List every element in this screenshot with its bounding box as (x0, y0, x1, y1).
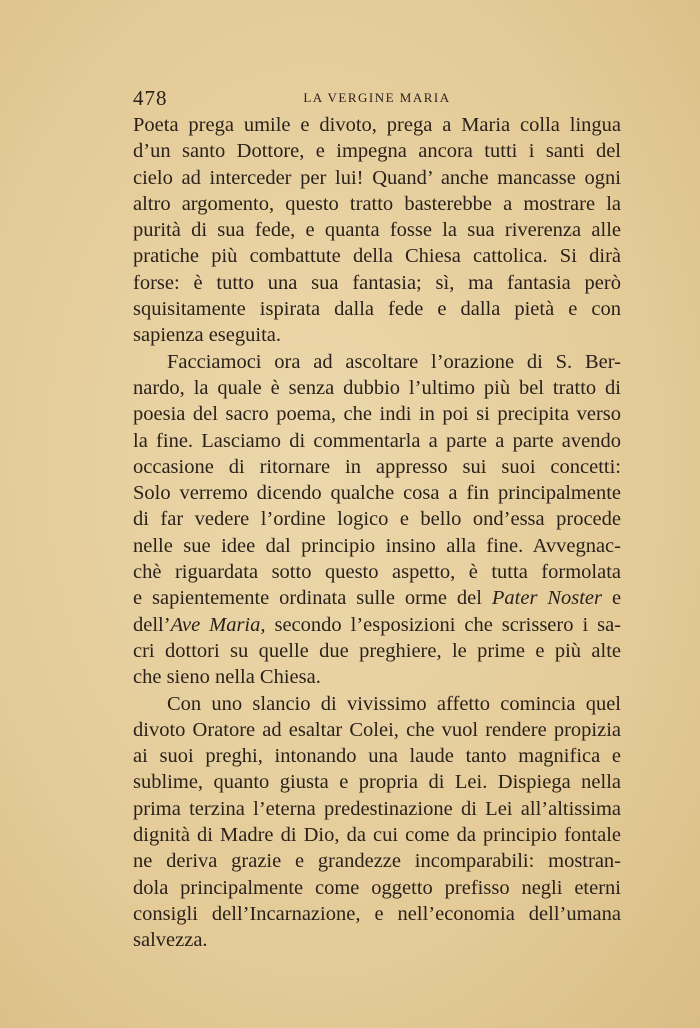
page-number: 478 (133, 86, 168, 110)
text-line: dola principalmente come oggetto prefisso negli eterni (133, 876, 621, 899)
text-segment: dell’ (133, 613, 171, 636)
text-line: cri dottori su quelle due preghiere, le prime e più alte (133, 639, 621, 662)
text-line: di far vedere l’ordine logico e bello ond’essa procede (133, 508, 621, 531)
italic-title: Pater Noster (491, 587, 603, 610)
text-line: cielo ad interceder per lui! Quand’ anche mancasse ogni (133, 166, 621, 189)
page-header (133, 86, 621, 110)
text-line: Solo verremo dicendo qualche cosa a fin principalmente (133, 482, 621, 505)
text-line: nelle sue idee dal principio insino alla fine. Avvegnac- (133, 534, 621, 557)
text-line (133, 612, 621, 638)
text-line: Con uno slancio di vivissimo affetto comincia quel (167, 692, 621, 715)
body-text (133, 112, 621, 954)
text-line: pratiche più combattute della Chiesa cattolica. Si dirà (133, 245, 621, 268)
text-line: salvezza. (133, 929, 208, 952)
text-line: divoto Oratore ad esaltar Colei, che vuol rendere propizia (133, 718, 621, 741)
text-line: dignità di Madre di Dio, da cui come da principio fontale (133, 824, 621, 847)
text-line: squisitamente ispirata dalla fede e dalla pietà e con (133, 298, 621, 321)
text-line: ai suoi preghi, intonando una laude tanto magnifica e (133, 745, 621, 768)
text-line: che sieno nella Chiesa. (133, 666, 321, 689)
text-segment: e (611, 587, 622, 610)
text-line: Poeta prega umile e divoto, prega a Maria colla lingua (133, 114, 621, 136)
text-line: sapienza eseguita. (133, 324, 281, 347)
text-line (133, 585, 621, 611)
text-line: ne deriva grazie e grandezze incomparabili: mostran- (133, 850, 621, 873)
text-line: prima terzina l’eterna predestinazione di Lei all’altissima (133, 797, 621, 820)
text-line: forse: è tutto una sua fantasia; sì, ma fantasia però (133, 271, 621, 294)
text-line: la fine. Lasciamo di commentarla a parte a parte avendo (133, 429, 621, 452)
text-line: chè riguardata sotto questo aspetto, è tutta formolata (133, 561, 621, 584)
text-line: d’un santo Dottore, e impegna ancora tutti i santi del (133, 140, 621, 163)
text-line: altro argomento, questo tratto basterebbe a mostrare la (133, 192, 621, 215)
text-segment: e sapientemente ordinata sulle orme del (133, 587, 482, 610)
running-title: LA VERGINE MARIA (303, 90, 451, 105)
italic-title: Ave Maria, (170, 613, 266, 636)
text-line: nardo, la quale è senza dubbio l’ultimo più bel tratto di (133, 376, 621, 399)
text-line: sublime, quanto giusta e propria di Lei. Dispiega nella (133, 771, 621, 794)
text-line: Facciamoci ora ad ascoltare l’orazione di S. Ber- (167, 350, 621, 373)
text-line: purità di sua fede, e quanta fosse la sua riverenza alle (133, 219, 621, 242)
text-line: consigli dell’Incarnazione, e nell’economia dell’umana (133, 902, 621, 925)
text-line: occasione di ritornare in appresso sui suoi concetti: (133, 455, 621, 478)
text-line: poesia del sacro poema, che indi in poi si precipita verso (133, 403, 621, 426)
text-segment: secondo l’esposizioni che scrissero i sa- (274, 613, 622, 636)
